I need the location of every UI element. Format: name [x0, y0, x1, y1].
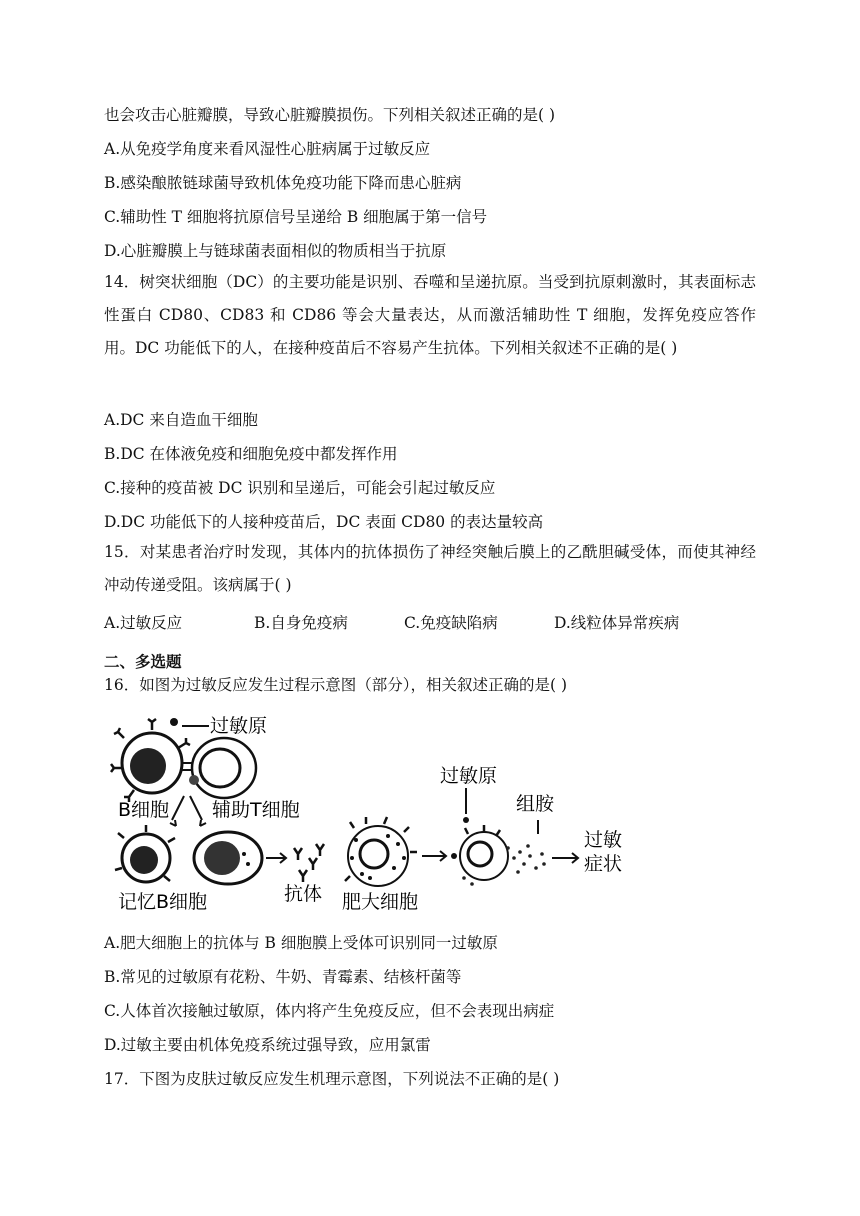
q15-option-b: B.自身免疫病 — [254, 614, 348, 632]
fig-label-allergen-right: 过敏原 — [440, 765, 498, 787]
q17-stem: 17．下图为皮肤过敏反应发生机理示意图，下列说法不正确的是( ) — [104, 1070, 560, 1088]
fig-label-mast-cell: 肥大细胞 — [342, 891, 419, 913]
q14-option-c: C.接种的疫苗被 DC 识别和呈递后，可能会引起过敏反应 — [104, 479, 496, 497]
fig-label-antibody: 抗体 — [284, 883, 323, 905]
q13-option-b: B.感染酿脓链球菌导致机体免疫功能下降而患心脏病 — [104, 174, 462, 192]
mast-cell-graphic — [345, 817, 417, 886]
fig-label-symptom-2: 症状 — [584, 853, 623, 875]
q16-figure — [104, 708, 634, 918]
fig-label-histamine: 组胺 — [516, 793, 555, 815]
fig-label-memory-b: 记忆B细胞 — [118, 891, 208, 913]
th-cell-graphic — [182, 738, 256, 798]
degranulating-cell-graphic — [460, 825, 546, 886]
q16-stem: 16．如图为过敏反应发生过程示意图（部分），相关叙述正确的是( ) — [104, 676, 567, 694]
q13-option-c: C.辅助性 T 细胞将抗原信号呈递给 B 细胞属于第一信号 — [104, 208, 488, 226]
q13-option-a: A.从免疫学角度来看风湿性心脏病属于过敏反应 — [104, 140, 431, 158]
fig-label-allergen-top: 过敏原 — [210, 715, 268, 737]
b-cell-graphic — [111, 719, 190, 802]
q13-option-d: D.心脏瓣膜上与链球菌表面相似的物质相当于抗原 — [104, 242, 447, 260]
memory-b-cell-graphic — [115, 825, 175, 882]
q15-option-a: A.过敏反应 — [104, 614, 183, 632]
q16-option-d: D.过敏主要由机体免疫系统过强导致，应用氯雷 — [104, 1036, 431, 1054]
q13-stem-tail: 也会攻击心脏瓣膜，导致心脏瓣膜损伤。下列相关叙述正确的是( ) — [104, 106, 556, 124]
q16-option-b: B.常见的过敏原有花粉、牛奶、青霉素、结核杆菌等 — [104, 968, 462, 986]
antibodies-graphic — [294, 844, 324, 882]
q14-stem: 14．树突状细胞（DC）的主要功能是识别、吞噬和呈递抗原。当受到抗原刺激时，其表面标志性蛋白 CD80、CD83 和 CD86 等会大量表达，从而激活辅助性 T 细胞，发挥免疫应答作用。DC 功能低下的人，在接种疫苗后不容易产生抗体。下列相关叙述不正确的是( ) — [104, 273, 756, 357]
q16-option-c: C.人体首次接触过敏原，体内将产生免疫反应，但不会表现出病症 — [104, 1002, 555, 1020]
q14-option-d: D.DC 功能低下的人接种疫苗后，DC 表面 CD80 的表达量较高 — [104, 513, 544, 531]
q15-option-d: D.线粒体异常疾病 — [554, 614, 680, 632]
q15-option-c: C.免疫缺陷病 — [404, 614, 498, 632]
section-title: 二、多选题 — [104, 653, 182, 671]
fig-label-symptom-1: 过敏 — [584, 829, 623, 851]
q14-option-b: B.DC 在体液免疫和细胞免疫中都发挥作用 — [104, 445, 398, 463]
plasma-cell-graphic — [194, 832, 262, 884]
q16-option-a: A.肥大细胞上的抗体与 B 细胞膜上受体可识别同一过敏原 — [104, 934, 498, 952]
q15-stem: 15．对某患者治疗时发现，其体内的抗体损伤了神经突触后膜上的乙酰胆碱受体，而使其神经冲动传递受阻。该病属于( ) — [104, 543, 756, 594]
fig-label-b-cell: B细胞 — [118, 799, 170, 821]
q14-option-a: A.DC 来自造血干细胞 — [104, 411, 258, 429]
fig-label-th-cell: 辅助T细胞 — [212, 799, 300, 821]
